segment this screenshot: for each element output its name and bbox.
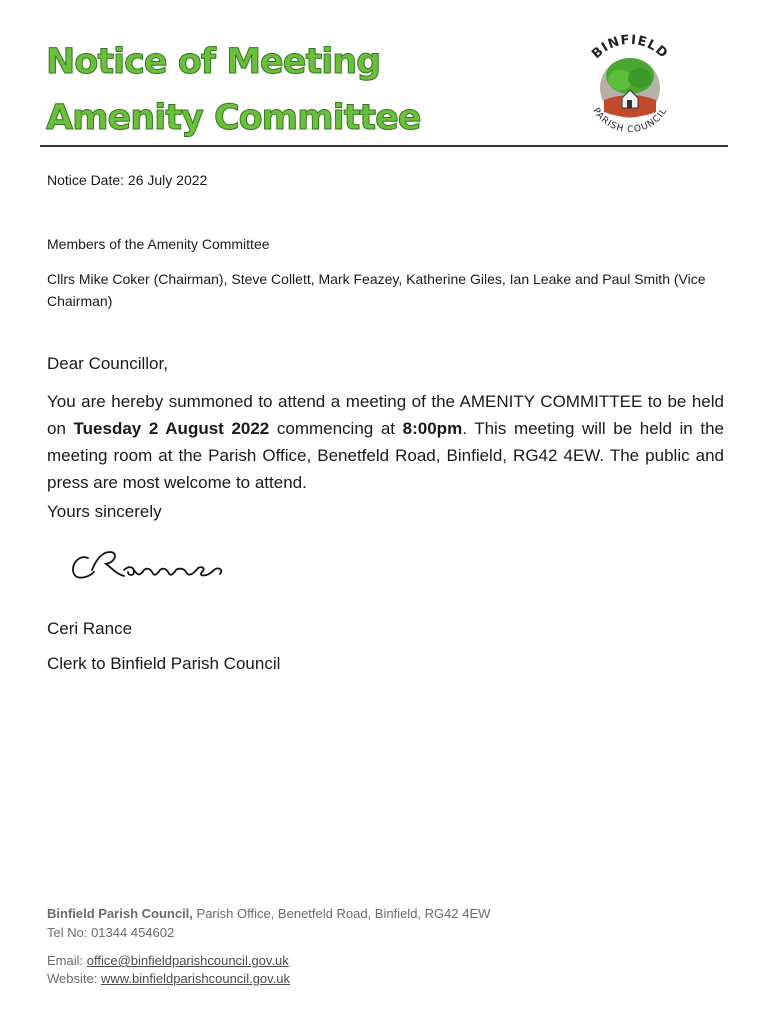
signer-role: Clerk to Binfield Parish Council: [47, 654, 281, 673]
footer-org-name: Binfield Parish Council,: [47, 906, 193, 921]
signer-name: Ceri Rance: [47, 619, 133, 638]
signoff: Yours sincerely: [47, 502, 162, 521]
footer-address: [47, 906, 490, 921]
summons-text-part3: . This meeting will be held in the meeting room at the Parish Office, Benetfeld Road, Binfield, RG42 4EW. The public and press are most welcome to attend.: [47, 419, 724, 492]
handwritten-signature: [66, 540, 236, 590]
summons-text-part1: You are hereby summoned to attend a meeting of the AMENITY COMMITTEE to be held on: [47, 392, 724, 438]
committee-title: Amenity Committee: [46, 98, 421, 138]
meeting-time: 8:00pm: [402, 419, 463, 438]
logo-text-bottom: PARISH COUNCIL: [590, 106, 670, 136]
footer-website-label: Website:: [47, 971, 101, 986]
svg-text:BINFIELD: [589, 33, 671, 62]
header-divider: [40, 145, 728, 147]
summons-paragraph: [47, 388, 724, 496]
logo-text-top: BINFIELD: [589, 32, 671, 62]
page-title: Notice of Meeting: [46, 42, 381, 82]
notice-date: Notice Date: 26 July 2022: [47, 172, 208, 188]
meeting-date: Tuesday 2 August 2022: [73, 419, 270, 438]
website-link[interactable]: www.binfieldparishcouncil.gov.uk: [100, 971, 291, 986]
footer-email-label: Email:: [47, 953, 87, 968]
email-link[interactable]: office@binfieldparishcouncil.gov.uk: [86, 953, 289, 968]
footer-website: [47, 971, 290, 986]
footer-email: [47, 953, 289, 968]
summons-text-part2: commencing at: [269, 419, 403, 438]
footer-telephone: Tel No: 01344 454602: [47, 925, 175, 940]
members-heading: Members of the Amenity Committee: [47, 236, 270, 252]
binfield-parish-council-logo: [574, 28, 686, 140]
members-list: Cllrs Mike Coker (Chairman), Steve Collett, Mark Feazey, Katherine Giles, Ian Leake and Paul Smith (Vice Chairman): [47, 271, 706, 309]
salutation: Dear Councillor,: [47, 354, 168, 373]
footer-address-text: Parish Office, Benetfeld Road, Binfield, RG42 4EW: [192, 906, 491, 921]
